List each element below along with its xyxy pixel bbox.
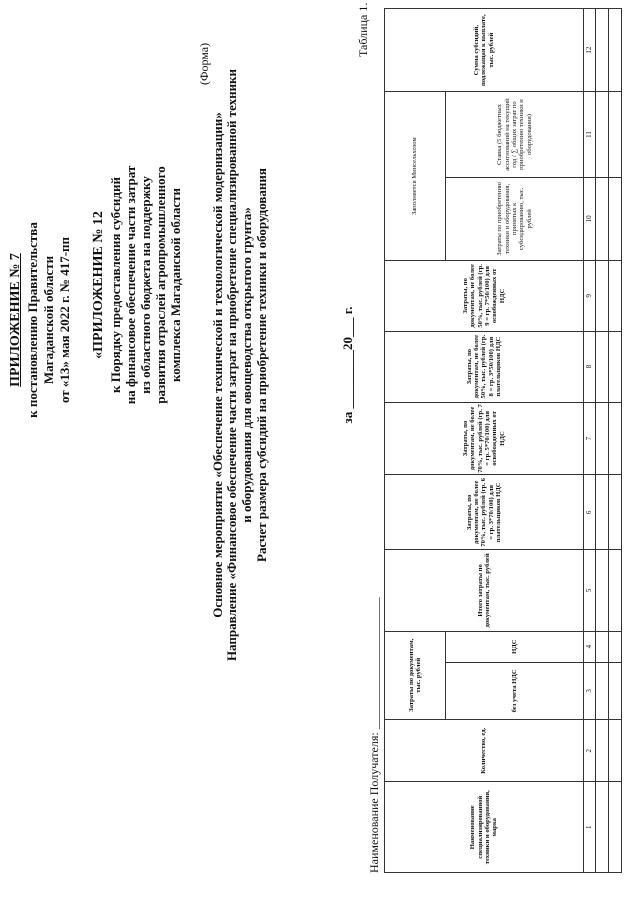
table-cell <box>609 177 622 260</box>
header-name: Наименование специализированной техники и оборудования, марка <box>385 782 584 873</box>
table-cell <box>609 260 622 331</box>
table-cell <box>596 177 609 260</box>
header-qty: Количество, ед. <box>385 720 584 782</box>
table-cell <box>609 782 622 873</box>
quoted-appendix-line: к Порядку предоставления субсидий <box>108 177 123 393</box>
col-number: 12 <box>584 9 596 92</box>
quoted-appendix-title: «ПРИЛОЖЕНИЕ № 12 <box>91 211 106 359</box>
header-col11: Ставка (5 бюджетных ассигнований на текущий год / ∑ общих затрат по приобретению техники и оборудования) <box>446 92 584 177</box>
header-col8: Затраты, по документам, не более 50%, тыс. рублей (гр. 8 = гр. 3*50/100) для плательщиков НДС <box>385 331 584 402</box>
appendix-title: ПРИЛОЖЕНИЕ № 7 <box>8 253 23 387</box>
col-number: 7 <box>584 402 596 475</box>
header-vat: НДС <box>446 631 584 662</box>
table-cell <box>609 550 622 631</box>
form-label: (Форма) <box>197 42 211 85</box>
period-line: за _________20___ г. <box>340 306 355 424</box>
table-label: Таблица 1. <box>356 2 370 57</box>
direction-line: Направление «Финансовое обеспечение части затрат на приобретение специализированной техники <box>224 68 239 662</box>
table-number-row <box>584 9 596 873</box>
table-cell <box>596 720 609 782</box>
header-col6: Затраты, по документам, не более 70%, тыс. рублей (гр. 6 = гр. 3*70/100) для плательщиков НДС <box>385 475 584 550</box>
quoted-appendix-line: на финансовое обеспечение части затрат <box>123 165 138 405</box>
table-cell <box>609 402 622 475</box>
col-number: 4 <box>584 631 596 662</box>
table-cell <box>596 92 609 177</box>
col-number: 2 <box>584 720 596 782</box>
direction-line: и оборудования для овощеводства открытого грунта» <box>239 207 254 523</box>
col-number: 6 <box>584 475 596 550</box>
col-number: 11 <box>584 92 596 177</box>
table-cell <box>596 550 609 631</box>
table-cell <box>596 9 609 92</box>
header-total: Итого затраты по документам, тыс. рублей <box>385 550 584 631</box>
quoted-appendix-line: из областного бюджета на поддержку <box>138 176 153 394</box>
col-number: 1 <box>584 782 596 873</box>
table-cell <box>596 631 609 662</box>
header-col7: Затраты, по документам, не более 70%, тыс. рублей (гр. 7 = гр. 5*70/100) для освобожденных от НДС <box>385 402 584 475</box>
quoted-appendix-line: развития отраслей агропромышленного <box>153 166 168 404</box>
event-line: Основное мероприятие «Обеспечение технической и технологической модернизации» <box>210 112 225 618</box>
table-cell <box>609 720 622 782</box>
header-no-vat: без учета НДС <box>446 662 584 719</box>
table-cell <box>596 782 609 873</box>
table-row <box>609 9 622 873</box>
table-cell <box>596 475 609 550</box>
header-col10: Затраты по приобретению техники и оборудования, принятых к субсидированию, тыс. рублей <box>446 177 584 260</box>
appendix-line: Магаданской области <box>41 255 56 385</box>
col-number: 9 <box>584 260 596 331</box>
table-cell <box>609 662 622 719</box>
table-cell <box>609 331 622 402</box>
quoted-appendix-line: комплекса Магаданской области <box>168 187 183 383</box>
header-ministry: Заполняется Минсельхозом <box>385 92 446 261</box>
col-number: 5 <box>584 550 596 631</box>
col-number: 3 <box>584 662 596 719</box>
table-cell <box>609 631 622 662</box>
appendix-line: к постановлению Правительства <box>25 222 40 418</box>
recipient-label: Наименование Получателя: ______________________ <box>367 597 381 873</box>
table-cell <box>596 662 609 719</box>
header-docs-group: Затраты по документам, тыс. рублей <box>385 631 446 719</box>
subsidy-calc-table <box>384 8 622 873</box>
table-cell <box>596 331 609 402</box>
table-header-row <box>385 9 446 873</box>
calc-title: Расчет размера субсидий на приобретение техники и оборудования <box>254 168 269 562</box>
table-cell <box>596 402 609 475</box>
table-cell <box>596 260 609 331</box>
col-number: 10 <box>584 177 596 260</box>
table-cell <box>609 92 622 177</box>
table-cell <box>609 475 622 550</box>
header-col12: Сумма субсидий, подлежащая к выплате, тыс. рублей <box>385 9 584 92</box>
table-cell <box>609 9 622 92</box>
appendix-line: от «13» мая 2022 г. № 417-пп <box>57 236 72 404</box>
col-number: 8 <box>584 331 596 402</box>
table-row <box>596 9 609 873</box>
header-col9: Затраты, по документам, не более 50%, тыс. рублей (гр. 9 = гр. 7*50/100) для освобожденных от НДС <box>385 260 584 331</box>
